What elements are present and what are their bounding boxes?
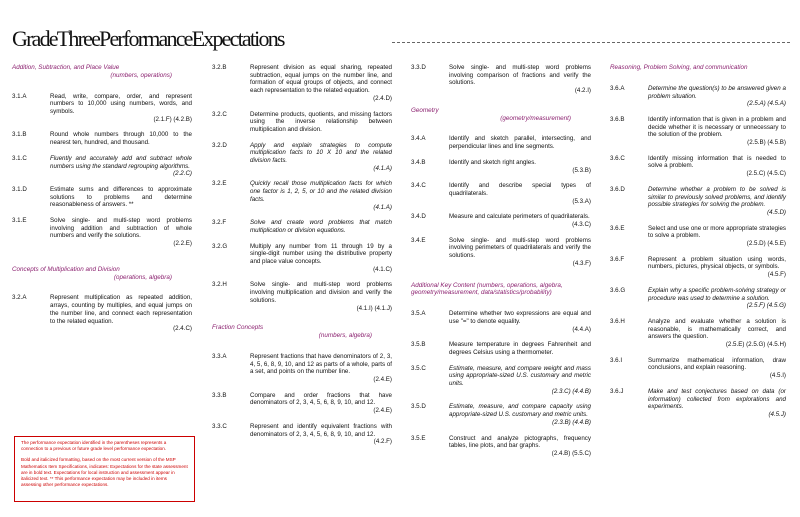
expectation-description: Represent fractions that have denominators of 2, 3, 4, 5, 6, 8, 9, 10, and 12 as parts of a whole, parts of a set, and points on the number line. [250, 352, 392, 376]
expectation-item [212, 142, 392, 173]
expectation-text [648, 256, 786, 279]
expectation-description: Explain why a specific problem-solving strategy or procedure was used to determine a solution. [648, 286, 786, 302]
expectation-item [411, 213, 591, 228]
expectation-text [250, 142, 392, 173]
section [411, 282, 591, 458]
expectation-number: 3.4.A [411, 135, 426, 143]
column-1 [12, 64, 192, 341]
expectation-item [212, 423, 392, 446]
expectation-text [648, 357, 786, 380]
expectation-number: 3.5.C [411, 364, 426, 372]
expectation-number: 3.2.E [212, 180, 227, 188]
column-2 [212, 64, 392, 454]
expectation-description: Make and test conjectures based on data (or information) collected from explorations and experiments. [648, 387, 786, 411]
section-header-title: Geometry [411, 106, 439, 114]
expectation-description: Identify and sketch right angles. [449, 158, 537, 166]
expectation-text [449, 135, 591, 150]
cross-reference: (4.5.I) [769, 372, 786, 380]
section-header [610, 64, 786, 72]
expectation-item [212, 281, 392, 312]
cross-reference: (2.5.E) (2.5.G) (4.5.H) [725, 341, 786, 349]
cross-reference: (5.3.A) [572, 197, 591, 205]
expectation-item [212, 180, 392, 211]
section-header [12, 266, 192, 282]
expectation-number: 3.2.H [212, 281, 227, 289]
cross-reference: (4.3.F) [572, 259, 591, 267]
expectation-text [449, 64, 591, 95]
cross-reference: (2.4.E) [373, 375, 392, 383]
cross-reference: (4.5.F) [767, 271, 786, 279]
expectation-item [610, 155, 786, 178]
expectation-number: 3.1.D [12, 185, 27, 193]
expectation-text [648, 287, 786, 310]
expectation-description: Summarize mathematical information, draw conclusions, and explain reasoning. [648, 356, 786, 372]
expectation-number: 3.5.E [411, 434, 426, 442]
expectation-item [212, 111, 392, 134]
expectation-description: Identify and sketch parallel, intersecting, and perpendicular lines and line segments. [449, 135, 591, 151]
expectation-item [411, 403, 591, 426]
expectation-number: 3.6.A [610, 84, 625, 92]
expectation-description: Fluently and accurately add and subtract whole numbers using the standard regrouping algorithms. [50, 154, 192, 170]
expectation-item [12, 294, 192, 333]
expectation-description: Estimate, measure, and compare weight and mass using appropriate-sized U.S. customary and metric units. [449, 364, 591, 388]
section [212, 324, 392, 446]
section-header [212, 324, 392, 340]
expectation-number: 3.2.A [12, 294, 27, 302]
section [12, 266, 192, 333]
note-paragraph-1: The performance expectation identified in the parentheses represents a connection to a previous or future grade level performance expectation. [21, 440, 167, 452]
expectation-item [411, 341, 591, 356]
section-header-title: Fraction Concepts [212, 324, 264, 332]
expectation-text [50, 93, 192, 124]
expectation-number: 3.2.G [212, 242, 228, 250]
expectation-item [212, 243, 392, 274]
note-paragraph-2: Bold and italicized formatting, based on the most current version of the MSP Mathematics Item Specifications, indicates: Expectations for the state assessment are in bold text. Expectations for local instruction and assessment appear in italicized text. ** This performance expectation may be included in items assessing other performance expectations. [21, 457, 188, 488]
expectation-item [610, 85, 786, 108]
expectation-item [610, 225, 786, 248]
expectation-number: 3.3.B [212, 391, 227, 399]
page-title: GradeThreePerformanceExpectations [12, 26, 284, 51]
expectation-text [648, 155, 786, 178]
expectation-number: 3.1.E [12, 217, 27, 225]
expectation-text [449, 159, 591, 174]
expectation-text [648, 318, 786, 349]
expectation-text [648, 388, 786, 419]
expectation-item [610, 357, 786, 380]
section-header-title: Concepts of Multiplication and Division [12, 265, 120, 273]
expectation-item [411, 159, 591, 174]
expectation-item [212, 219, 392, 234]
expectation-description: Represent a problem situation using words, numbers, pictures, physical objects, or symbols. [648, 255, 786, 271]
expectation-description: Solve single- and multi-step word problems involving comparison of fractions and verify the solutions. [449, 64, 591, 87]
expectation-description: Determine the question(s) to be answered given a problem situation. [648, 84, 786, 100]
expectation-text [449, 365, 591, 396]
cross-reference: (2.5.F) (4.5.G) [746, 302, 786, 310]
expectation-description: Construct and analyze pictographs, frequency tables, line plots, and bar graphs. [449, 434, 591, 450]
section [212, 64, 392, 312]
expectation-item [411, 237, 591, 268]
expectation-description: Apply and explain strategies to compute multiplication facts to 10 X 10 and the related division facts. [250, 141, 392, 165]
expectation-description: Measure and calculate perimeters of quadrilaterals. [449, 213, 590, 221]
expectation-number: 3.2.D [212, 141, 227, 149]
expectation-number: 3.4.C [411, 182, 426, 190]
expectation-number: 3.6.G [610, 286, 626, 294]
expectation-item [12, 131, 192, 146]
expectation-item [12, 93, 192, 124]
expectation-number: 3.5.D [411, 403, 426, 411]
section-header [411, 282, 591, 298]
expectation-description: Round whole numbers through 10,000 to the nearest ten, hundred, and thousand. [50, 131, 192, 147]
cross-reference: (2.5.B) (4.5.B) [747, 139, 786, 147]
expectation-text [449, 341, 591, 356]
cross-reference: (4.1.C) [373, 265, 392, 273]
section-header [411, 107, 591, 123]
expectation-text [50, 155, 192, 178]
expectation-description: Compare and order fractions that have denominators of 2, 3, 4, 5, 6, 8, 9, 10, and 12. [250, 391, 392, 407]
expectation-item [212, 392, 392, 415]
expectation-item [411, 435, 591, 458]
legend-note [14, 436, 195, 502]
expectation-number: 3.4.E [411, 236, 426, 244]
expectation-text [250, 392, 392, 415]
expectation-description: Analyze and evaluate whether a solution is reasonable, is mathematically correct, and answers the question. [648, 317, 786, 341]
expectation-description: Estimate, measure, and compare capacity using appropriate-sized U.S. customary and metric units. [449, 403, 591, 419]
expectation-description: Determine whether a problem to be solved is similar to previously solved problems, and identify possible strategies for solving the problem. [648, 185, 786, 209]
cross-reference: (4.4.A) [572, 325, 591, 333]
section-header-tags: (numbers, operations) [110, 71, 172, 79]
expectation-number: 3.3.D [411, 64, 426, 71]
cross-reference: (2.3.C) (4.4.B) [551, 387, 591, 395]
expectation-number: 3.1.B [12, 131, 27, 139]
section [610, 64, 786, 419]
cross-reference: (2.4.D) [373, 94, 392, 102]
title-leader-dots [392, 42, 790, 43]
expectation-item [411, 182, 591, 205]
expectation-item [411, 64, 591, 95]
cross-reference: (4.1.I) (4.1.J) [356, 304, 392, 312]
expectation-number: 3.6.H [610, 317, 625, 325]
cross-reference: (2.4.B) (5.5.C) [551, 449, 591, 457]
expectation-number: 3.6.D [610, 185, 625, 193]
section-header-tags: (geometry/measurement) [500, 114, 571, 122]
expectation-text [50, 217, 192, 248]
expectation-description: Measure temperature in degrees Fahrenheit and degrees Celsius using a thermometer. [449, 341, 591, 356]
cross-reference: (2.2.E) [173, 240, 192, 248]
expectation-text [449, 237, 591, 268]
expectation-number: 3.6.J [610, 387, 624, 395]
cross-reference: (2.5.C) (4.5.C) [746, 170, 786, 178]
expectation-text [50, 294, 192, 333]
expectation-item [12, 155, 192, 178]
expectation-number: 3.2.B [212, 64, 227, 71]
expectation-text [250, 423, 392, 446]
cross-reference: (2.4.E) [373, 407, 392, 415]
expectation-description: Identify and describe special types of quadrilaterals. [449, 182, 591, 197]
cross-reference: (2.2.C) [173, 170, 192, 178]
section [411, 64, 591, 95]
expectation-text [50, 186, 192, 209]
expectation-description: Determine whether two expressions are equal and use "=" to denote equality. [449, 310, 591, 325]
cross-reference: (4.2.F) [373, 438, 392, 446]
expectation-number: 3.1.A [12, 92, 27, 100]
cross-reference: (2.5.D) (4.5.E) [746, 240, 786, 248]
expectation-number: 3.2.F [212, 219, 227, 227]
expectation-description: Represent multiplication as repeated addition, arrays, counting by multiples, and equal jumps on the number line, and connect each representation to the related equation. [50, 294, 192, 325]
expectation-number: 3.3.C [212, 422, 227, 430]
cross-reference: (2.1.F) (4.2.B) [153, 115, 192, 123]
cross-reference: (4.3.C) [572, 221, 591, 229]
expectation-description: Multiply any number from 11 through 19 by a single-digit number using the distributive property and place value concepts. [250, 242, 392, 266]
section-header-title: Reasoning, Problem Solving, and communication [610, 64, 748, 71]
expectation-item [610, 256, 786, 279]
section-header-tags: (operations, algebra) [113, 273, 172, 281]
expectation-text [449, 213, 591, 228]
expectation-item [610, 388, 786, 419]
expectation-description: Represent division as equal sharing, repeated subtraction, equal jumps on the number line, and formation of equal groups of objects, and connect each representation to the related equation. [250, 64, 392, 95]
expectation-text [250, 243, 392, 274]
expectation-text [449, 182, 591, 205]
expectation-description: Solve single- and multi-step word problems involving perimeters of quadrilaterals and verify the solutions. [449, 236, 591, 260]
column-3 [411, 64, 591, 466]
expectation-description: Read, write, compare, order, and represent numbers to 10,000 using numbers, words, and symbols. [50, 92, 192, 115]
expectation-description: Estimate sums and differences to approximate solutions to problems and determine reasonableness of answers. ** [50, 185, 192, 209]
cross-reference: (4.5.D) [767, 208, 786, 216]
section [12, 64, 192, 248]
section-header [12, 64, 192, 80]
expectation-text [250, 180, 392, 211]
cross-reference: (2.4.C) [173, 325, 192, 333]
expectation-item [610, 116, 786, 147]
expectation-description: Identify information that is given in a problem and decide whether it is necessary or unnecessary to the solution of the problem. [648, 115, 786, 139]
section-header-title: Addition, Subtraction, and Place Value [12, 64, 120, 71]
expectation-text [449, 310, 591, 333]
expectation-description: Identify missing information that is needed to solve a problem. [648, 154, 786, 170]
expectation-number: 3.6.B [610, 115, 625, 123]
expectation-text [250, 353, 392, 384]
section-header-tags: (numbers, algebra) [318, 332, 372, 340]
expectation-item [212, 353, 392, 384]
section-header-title: Additional Key Content (numbers, operations, algebra, geometry/measurement, data/statistics/probability) [411, 281, 563, 297]
expectation-text [449, 435, 591, 458]
expectation-description: Quickly recall those multiplication facts for which one factor is 1, 2, 5, or 10 and the related division facts. [250, 180, 392, 203]
expectation-item [12, 217, 192, 248]
expectation-text [250, 219, 392, 234]
expectation-item [212, 64, 392, 103]
expectation-description: Solve and create word problems that match multiplication or division equations. [250, 219, 392, 234]
expectation-description: Solve single- and multi-step word problems involving addition and subtraction of whole numbers and verify the solutions. [50, 217, 192, 240]
expectation-number: 3.4.B [411, 158, 426, 166]
cross-reference: (2.5.A) (4.5.A) [747, 100, 786, 108]
column-4 [610, 64, 786, 427]
expectation-item [610, 287, 786, 310]
expectation-number: 3.3.A [212, 352, 227, 360]
expectation-text [449, 403, 591, 426]
expectation-text [250, 111, 392, 134]
cross-reference: (2.3.B) (4.4.B) [552, 418, 591, 426]
expectation-description: Solve single- and multi-step word problems involving multiplication and division and verify the solutions. [250, 281, 392, 304]
expectation-text [250, 281, 392, 312]
expectation-text [648, 85, 786, 108]
expectation-text [648, 116, 786, 147]
expectation-item [610, 318, 786, 349]
expectation-number: 3.6.C [610, 154, 625, 162]
expectation-item [610, 186, 786, 217]
expectation-item [411, 365, 591, 396]
expectation-item [411, 135, 591, 150]
expectation-number: 3.6.I [610, 356, 623, 364]
cross-reference: (4.2.I) [574, 87, 591, 95]
cross-reference: (4.1.A) [373, 203, 392, 211]
expectation-text [50, 131, 192, 146]
expectation-description: Select and use one or more appropriate strategies to solve a problem. [648, 224, 786, 240]
cross-reference: (4.1.A) [373, 164, 392, 172]
expectation-number: 3.5.B [411, 341, 426, 349]
expectation-number: 3.1.C [12, 154, 27, 162]
expectation-description: Determine products, quotients, and missing factors using the inverse relationship between multiplication and division. [250, 110, 392, 133]
expectation-text [250, 64, 392, 103]
expectation-number: 3.4.D [411, 213, 426, 221]
expectation-number: 3.5.A [411, 310, 426, 318]
expectation-text [648, 186, 786, 217]
cross-reference: (5.3.B) [572, 166, 591, 174]
section [411, 107, 591, 268]
expectation-description: Represent and identify equivalent fractions with denominators of 2, 3, 4, 5, 6, 8, 9, 10, and 12. [250, 422, 392, 438]
cross-reference: (4.5.J) [768, 411, 786, 418]
expectation-number: 3.6.F [610, 255, 625, 263]
expectation-item [411, 310, 591, 333]
expectation-text [648, 225, 786, 248]
expectation-number: 3.2.C [212, 110, 227, 118]
expectation-number: 3.6.E [610, 224, 625, 232]
expectation-item [12, 186, 192, 209]
